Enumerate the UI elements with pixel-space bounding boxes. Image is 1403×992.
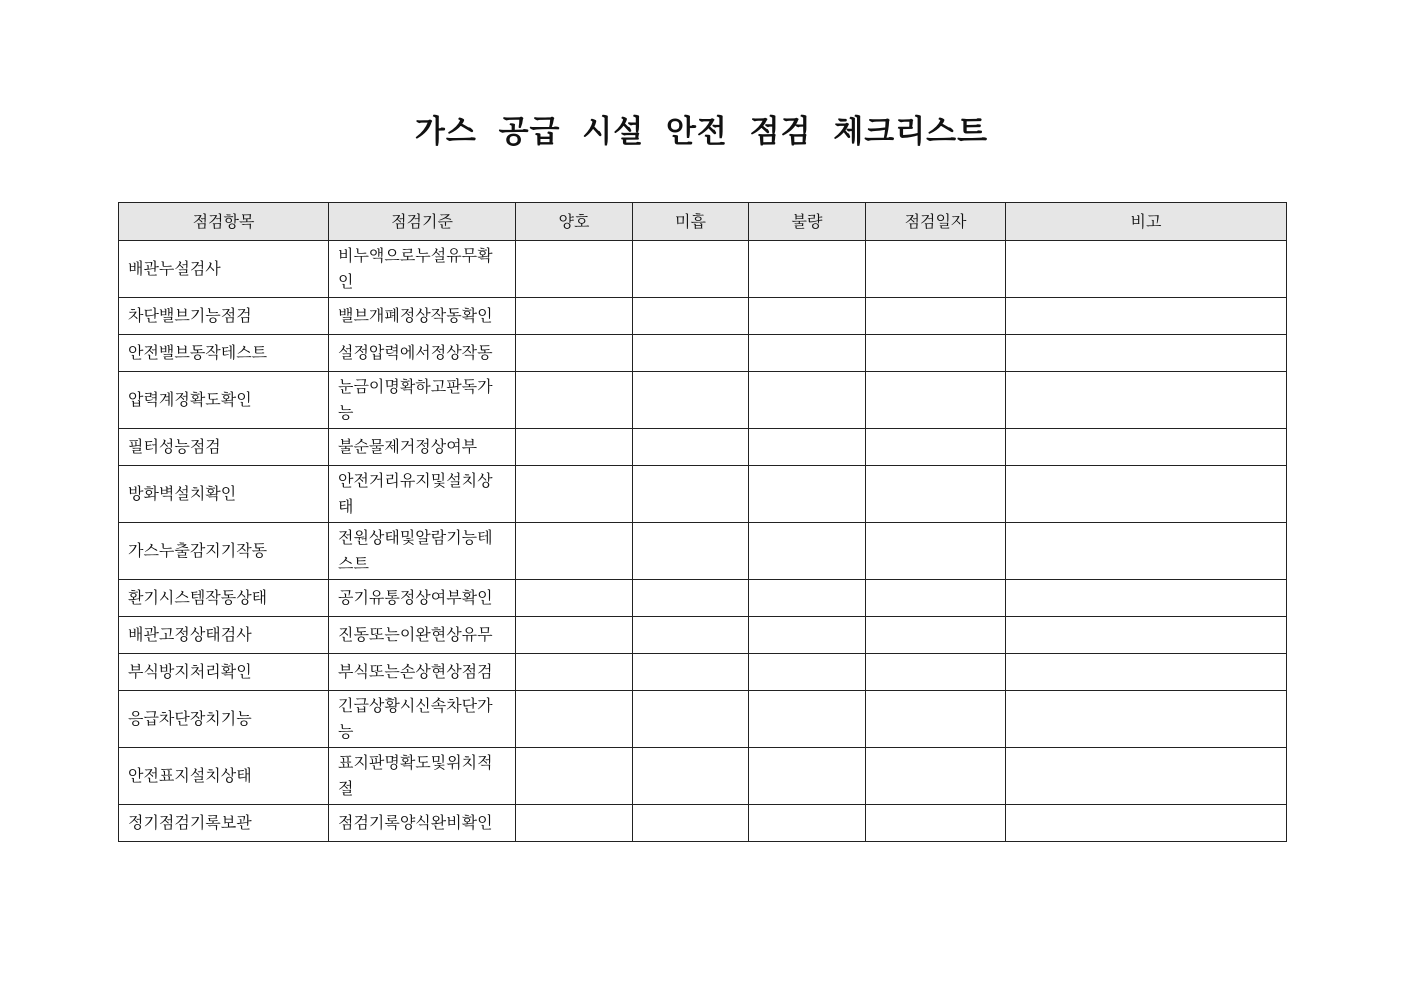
- cell-insufficient[interactable]: [633, 241, 749, 298]
- cell-defective[interactable]: [749, 617, 866, 654]
- cell-date[interactable]: [866, 335, 1006, 372]
- cell-item: 응급차단장치기능: [119, 691, 329, 748]
- cell-item: 배관고정상태검사: [119, 617, 329, 654]
- cell-defective[interactable]: [749, 805, 866, 842]
- table-row: [119, 429, 1287, 466]
- cell-insufficient[interactable]: [633, 298, 749, 335]
- cell-defective[interactable]: [749, 241, 866, 298]
- cell-date[interactable]: [866, 466, 1006, 523]
- page-title: 가스 공급 시설 안전 점검 체크리스트: [414, 114, 989, 150]
- cell-item: 부식방지처리확인: [119, 654, 329, 691]
- table-row: [119, 335, 1287, 372]
- cell-remarks[interactable]: [1006, 748, 1287, 805]
- cell-criteria: 공기유통정상여부확인: [329, 580, 516, 617]
- table-row: [119, 617, 1287, 654]
- header-inspection-date: 점검일자: [866, 203, 1006, 241]
- table-row: [119, 654, 1287, 691]
- header-defective: 불량: [749, 203, 866, 241]
- cell-remarks[interactable]: [1006, 654, 1287, 691]
- cell-item: 환기시스템작동상태: [119, 580, 329, 617]
- cell-defective[interactable]: [749, 691, 866, 748]
- cell-remarks[interactable]: [1006, 617, 1287, 654]
- cell-insufficient[interactable]: [633, 335, 749, 372]
- cell-insufficient[interactable]: [633, 654, 749, 691]
- cell-date[interactable]: [866, 429, 1006, 466]
- cell-good[interactable]: [516, 241, 633, 298]
- cell-criteria: 부식또는손상현상점검: [329, 654, 516, 691]
- cell-item: 차단밸브기능점검: [119, 298, 329, 335]
- table-row: [119, 523, 1287, 580]
- header-good: 양호: [516, 203, 633, 241]
- cell-criteria: 표지판명확도및위치적절: [329, 748, 516, 805]
- cell-remarks[interactable]: [1006, 466, 1287, 523]
- table-row: [119, 372, 1287, 429]
- cell-good[interactable]: [516, 805, 633, 842]
- cell-remarks[interactable]: [1006, 805, 1287, 842]
- header-inspection-item: 점검항목: [119, 203, 329, 241]
- cell-defective[interactable]: [749, 654, 866, 691]
- cell-insufficient[interactable]: [633, 372, 749, 429]
- cell-good[interactable]: [516, 335, 633, 372]
- cell-date[interactable]: [866, 748, 1006, 805]
- cell-item: 정기점검기록보관: [119, 805, 329, 842]
- cell-criteria: 불순물제거정상여부: [329, 429, 516, 466]
- header-insufficient: 미흡: [633, 203, 749, 241]
- cell-remarks[interactable]: [1006, 580, 1287, 617]
- cell-insufficient[interactable]: [633, 805, 749, 842]
- cell-insufficient[interactable]: [633, 691, 749, 748]
- cell-date[interactable]: [866, 241, 1006, 298]
- table-row: [119, 580, 1287, 617]
- cell-criteria: 긴급상황시신속차단가능: [329, 691, 516, 748]
- cell-date[interactable]: [866, 580, 1006, 617]
- cell-date[interactable]: [866, 523, 1006, 580]
- cell-good[interactable]: [516, 523, 633, 580]
- cell-remarks[interactable]: [1006, 372, 1287, 429]
- cell-good[interactable]: [516, 691, 633, 748]
- cell-item: 방화벽설치확인: [119, 466, 329, 523]
- cell-criteria: 밸브개폐정상작동확인: [329, 298, 516, 335]
- cell-date[interactable]: [866, 805, 1006, 842]
- cell-insufficient[interactable]: [633, 466, 749, 523]
- cell-criteria: 전원상태및알람기능테스트: [329, 523, 516, 580]
- cell-item: 필터성능점검: [119, 429, 329, 466]
- cell-insufficient[interactable]: [633, 617, 749, 654]
- table-header-row: [119, 203, 1287, 241]
- checklist-table: [118, 202, 1287, 842]
- table-row: [119, 748, 1287, 805]
- cell-criteria: 비누액으로누설유무확인: [329, 241, 516, 298]
- cell-remarks[interactable]: [1006, 241, 1287, 298]
- cell-criteria: 설정압력에서정상작동: [329, 335, 516, 372]
- cell-good[interactable]: [516, 654, 633, 691]
- cell-date[interactable]: [866, 617, 1006, 654]
- cell-criteria: 진동또는이완현상유무: [329, 617, 516, 654]
- cell-date[interactable]: [866, 298, 1006, 335]
- cell-item: 가스누출감지기작동: [119, 523, 329, 580]
- cell-remarks[interactable]: [1006, 298, 1287, 335]
- cell-good[interactable]: [516, 298, 633, 335]
- cell-good[interactable]: [516, 372, 633, 429]
- cell-date[interactable]: [866, 691, 1006, 748]
- header-inspection-criteria: 점검기준: [329, 203, 516, 241]
- table-row: [119, 298, 1287, 335]
- cell-remarks[interactable]: [1006, 335, 1287, 372]
- table-row: [119, 241, 1287, 298]
- cell-item: 안전밸브동작테스트: [119, 335, 329, 372]
- cell-item: 압력계정확도확인: [119, 372, 329, 429]
- cell-good[interactable]: [516, 748, 633, 805]
- cell-good[interactable]: [516, 466, 633, 523]
- cell-date[interactable]: [866, 372, 1006, 429]
- cell-insufficient[interactable]: [633, 429, 749, 466]
- cell-criteria: 안전거리유지및설치상태: [329, 466, 516, 523]
- header-remarks: 비고: [1006, 203, 1287, 241]
- cell-item: 안전표지설치상태: [119, 748, 329, 805]
- cell-insufficient[interactable]: [633, 748, 749, 805]
- cell-defective[interactable]: [749, 580, 866, 617]
- cell-defective[interactable]: [749, 466, 866, 523]
- cell-defective[interactable]: [749, 298, 866, 335]
- cell-defective[interactable]: [749, 335, 866, 372]
- cell-good[interactable]: [516, 429, 633, 466]
- cell-item: 배관누설검사: [119, 241, 329, 298]
- cell-insufficient[interactable]: [633, 523, 749, 580]
- table-row: [119, 466, 1287, 523]
- cell-defective[interactable]: [749, 372, 866, 429]
- cell-defective[interactable]: [749, 523, 866, 580]
- cell-remarks[interactable]: [1006, 691, 1287, 748]
- cell-good[interactable]: [516, 617, 633, 654]
- cell-remarks[interactable]: [1006, 429, 1287, 466]
- table-row: [119, 805, 1287, 842]
- cell-defective[interactable]: [749, 429, 866, 466]
- cell-insufficient[interactable]: [633, 580, 749, 617]
- cell-remarks[interactable]: [1006, 523, 1287, 580]
- cell-criteria: 점검기록양식완비확인: [329, 805, 516, 842]
- table-row: [119, 691, 1287, 748]
- cell-date[interactable]: [866, 654, 1006, 691]
- cell-defective[interactable]: [749, 748, 866, 805]
- cell-good[interactable]: [516, 580, 633, 617]
- cell-criteria: 눈금이명확하고판독가능: [329, 372, 516, 429]
